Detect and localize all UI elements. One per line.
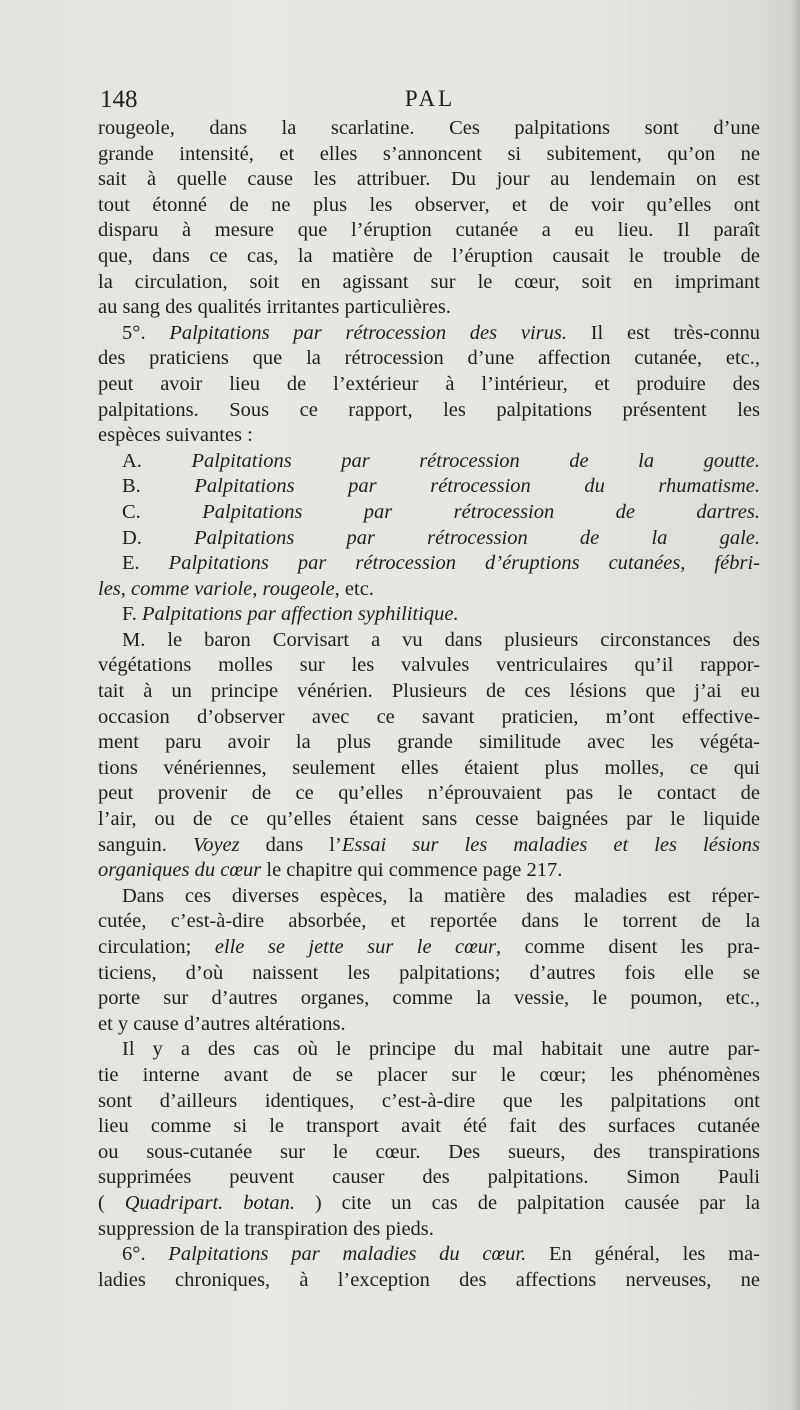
text-segment: 5°. [122, 321, 170, 344]
italic-segment: Quadripart. botan. [124, 1191, 296, 1214]
text-segment: A. [122, 449, 192, 472]
text-line [98, 961, 760, 987]
text-segment: grande intensité, et elles s’annoncent si subitement, qu’on ne [98, 142, 760, 165]
text-segment: sanguin. [98, 833, 193, 856]
italic-segment: Palpitations par rétrocession des virus. [169, 321, 567, 344]
text-line [98, 270, 760, 296]
text-segment: E. [122, 552, 169, 575]
italic-segment: les [98, 577, 121, 600]
text-line [98, 1217, 760, 1243]
text-line [98, 1114, 760, 1140]
text-line [98, 986, 760, 1012]
italic-segment: comme variole [131, 577, 253, 600]
text-line [98, 679, 760, 705]
italic-segment: Palpitations par affection syphilitique. [142, 603, 459, 626]
text-line [98, 705, 760, 731]
text-segment: D. [122, 526, 195, 549]
text-segment: B. [122, 475, 195, 498]
text-segment: Il est très-connu [566, 321, 760, 344]
text-segment: tions vénériennes, seulement elles étaient plus molles, ce qui [98, 756, 760, 779]
italic-segment: Voyez [192, 833, 240, 856]
text-line [98, 1165, 760, 1191]
text-segment: lieu comme si le transport avait été fait des surfaces cutanée [98, 1115, 760, 1138]
text-segment: supprimées peuvent causer des palpitations. Simon Pauli [98, 1166, 760, 1189]
text-line [98, 730, 760, 756]
text-segment: végétations molles sur les valvules ventriculaires qu’il rappor- [98, 654, 760, 677]
text-segment: sont d’ailleurs identiques, c’est-à-dire que les palpitations ont [98, 1089, 760, 1112]
text-segment: dans l’ [239, 833, 342, 856]
text-line [98, 628, 760, 654]
text-segment: des praticiens que la rétrocession d’une affection cutanée, etc., [98, 347, 760, 370]
italic-segment: Palpitations par maladies du cœur. [168, 1243, 527, 1266]
text-line [98, 372, 760, 398]
text-line [98, 1191, 760, 1217]
text-segment: M. le baron Corvisart a vu dans plusieurs circonstances des [122, 628, 760, 651]
text-line [98, 295, 760, 321]
running-head: PAL [404, 86, 456, 111]
text-line [98, 1063, 760, 1089]
text-segment: ticiens, d’où naissent les palpitations; d’autres fois elle se [98, 961, 760, 984]
italic-segment: Essai sur les maladies et les lésions [341, 833, 760, 856]
text-line [98, 1037, 760, 1063]
italic-segment: Palpitations par rétrocession de dartres. [202, 500, 760, 523]
text-segment: occasion d’observer avec ce savant praticien, m’ont effective- [98, 705, 760, 728]
text-line [98, 449, 760, 475]
text-segment: et y cause d’autres altérations. [98, 1012, 346, 1035]
text-segment: suppression de la transpiration des pieds. [98, 1217, 434, 1240]
text-line [98, 193, 760, 219]
body-text [98, 116, 760, 1293]
text-line [98, 167, 760, 193]
text-line [98, 218, 760, 244]
text-segment: Dans ces diverses espèces, la matière des maladies est réper- [122, 884, 760, 907]
text-segment: ladies chroniques, à l’exception des affections nerveuses, ne [98, 1268, 760, 1291]
text-segment: que, dans ce cas, la matière de l’éruption causait le trouble de [98, 244, 760, 267]
text-segment: ment paru avoir la plus grande similitude avec les végéta- [98, 731, 760, 754]
text-line [98, 321, 760, 347]
italic-segment: organiques du cœur [98, 859, 262, 882]
text-segment: au sang des qualités irritantes particulières. [98, 296, 451, 319]
text-segment: En général, les ma- [526, 1243, 760, 1266]
text-line [98, 935, 760, 961]
text-line [98, 858, 760, 884]
text-line [98, 116, 760, 142]
text-segment: , [120, 577, 132, 600]
italic-segment: rougeole [262, 577, 335, 600]
italic-segment: Palpitations par rétrocession de la gale. [194, 526, 760, 549]
italic-segment: Palpitations par rétrocession du rhumatisme. [194, 475, 760, 498]
text-segment: tait à un principe vénérien. Plusieurs de ces lésions que j’ai eu [98, 680, 760, 703]
text-segment: la circulation, soit en agissant sur le cœur, soit en imprimant [98, 270, 760, 293]
text-line [98, 807, 760, 833]
text-line [98, 1089, 760, 1115]
text-segment: circulation; [98, 936, 215, 958]
page-number: 148 [100, 86, 138, 113]
text-line [98, 423, 760, 449]
page-edge-shadow [790, 0, 800, 1410]
text-line [98, 1012, 760, 1038]
text-segment: le chapitre qui commence page 217. [261, 859, 563, 882]
text-line [98, 398, 760, 424]
text-line [98, 884, 760, 910]
text-segment: Il y a des cas où le principe du mal habitait une autre par- [122, 1038, 760, 1061]
text-line [98, 577, 760, 603]
text-line [98, 346, 760, 372]
text-line [98, 833, 760, 859]
text-segment: porte sur d’autres organes, comme la vessie, le poumon, etc., [98, 987, 760, 1010]
text-segment: ou sous-cutanée sur le cœur. Des sueurs, des transpirations [98, 1140, 760, 1163]
text-line [98, 526, 760, 552]
text-line [98, 653, 760, 679]
text-line [98, 1242, 760, 1268]
text-line [98, 909, 760, 935]
text-segment: C. [122, 500, 203, 523]
text-segment: espèces suivantes : [98, 424, 253, 447]
page-header [100, 86, 760, 116]
text-line [98, 781, 760, 807]
text-segment: peut provenir de ce qu’elles n’éprouvaient pas le contact de [98, 782, 760, 805]
italic-segment: elle se jette sur le cœur [214, 936, 496, 958]
text-segment: , etc. [334, 577, 374, 600]
italic-segment: Palpitations par rétrocession d’éruptions cutanées, fébri- [168, 552, 760, 575]
text-segment: sait à quelle cause les attribuer. Du jour au lendemain on est [98, 168, 760, 191]
text-segment: F. [122, 603, 143, 626]
text-segment: disparu à mesure que l’éruption cutanée a eu lieu. Il paraît [98, 219, 760, 242]
text-line [98, 602, 760, 628]
text-line [98, 142, 760, 168]
text-line [98, 474, 760, 500]
text-line [98, 1140, 760, 1166]
text-segment: , [252, 577, 263, 600]
text-segment: tie interne avant de se placer sur le cœur; les phénomènes [98, 1063, 760, 1086]
italic-segment: Palpitations par rétrocession de la goutte. [191, 449, 760, 472]
text-segment: ) cite un cas de palpitation causée par la [295, 1191, 760, 1214]
text-line [98, 244, 760, 270]
text-line [98, 500, 760, 526]
text-line [98, 1268, 760, 1294]
text-segment: l’air, ou de ce qu’elles étaient sans cesse baignées par le liquide [98, 808, 760, 831]
text-segment: 6°. [122, 1243, 169, 1266]
text-segment: tout étonné de ne plus les observer, et de voir qu’elles ont [98, 193, 760, 216]
text-line [98, 756, 760, 782]
text-segment: peut avoir lieu de l’extérieur à l’intérieur, et produire des [98, 372, 760, 395]
text-segment: , comme disent les pra- [496, 936, 760, 958]
text-segment: palpitations. Sous ce rapport, les palpitations présentent les [98, 398, 760, 421]
text-segment: cutée, c’est-à-dire absorbée, et reportée dans le torrent de la [98, 910, 760, 933]
text-segment: ( [98, 1191, 125, 1214]
text-line [98, 551, 760, 577]
text-segment: rougeole, dans la scarlatine. Ces palpitations sont d’une [98, 117, 760, 139]
